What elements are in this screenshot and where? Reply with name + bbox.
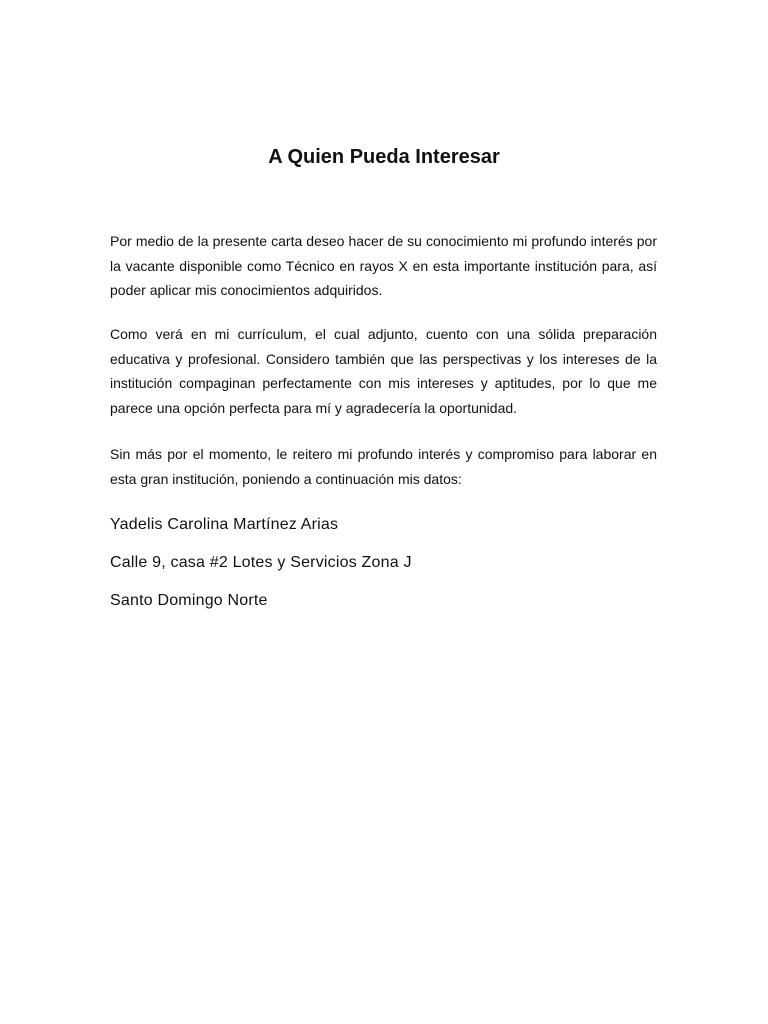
paragraph-closing: Sin más por el momento, le reitero mi profundo interés y compromiso para laborar en esta gran institución, poniendo a continuación mis datos: [110, 446, 657, 487]
letter-title: A Quien Pueda Interesar [268, 146, 500, 168]
contact-city: Santo Domingo Norte [110, 592, 268, 609]
paragraph-intro: Por medio de la presente carta deseo hacer de su conocimiento mi profundo interés por la vacante disponible como Técnico en rayos X en esta importante institución para, así poder aplicar mis conocimientos adquiridos. [110, 233, 657, 298]
contact-name: Yadelis Carolina Martínez Arias [110, 516, 339, 533]
paragraph-qualifications: Como verá en mi currículum, el cual adjunto, cuento con una sólida preparación educativa y profesional. Considero también que las perspectivas y los intereses de la institución compaginan perfectamente con mis intereses y aptitudes, por lo que me parece una opción perfecta para mí y agradecería la oportunidad. [110, 326, 657, 416]
contact-address: Calle 9, casa #2 Lotes y Servicios Zona J [110, 554, 412, 571]
